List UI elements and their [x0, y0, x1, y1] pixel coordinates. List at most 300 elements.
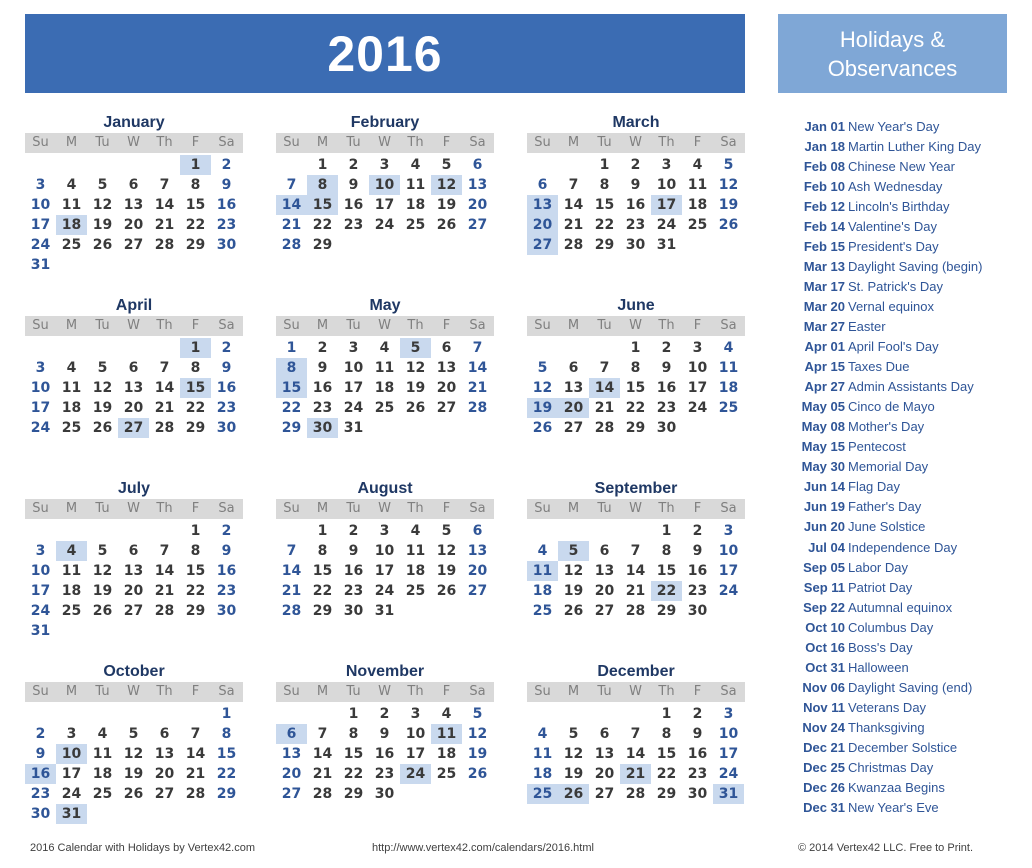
- holiday-date: Apr 15: [804, 359, 845, 375]
- day-of-week-label: W: [127, 684, 140, 699]
- date-cell: 20: [594, 766, 615, 782]
- date-cell: 22: [281, 400, 302, 416]
- date-cell: 1: [661, 523, 672, 539]
- date-cell: 2: [221, 523, 232, 539]
- month-february: [276, 113, 494, 255]
- date-cell: 25: [532, 603, 553, 619]
- date-cell: 1: [599, 157, 610, 173]
- day-of-week-label: M: [65, 135, 78, 150]
- date-cell: 9: [630, 177, 641, 193]
- date-cell: 19: [563, 766, 584, 782]
- day-grid: [527, 704, 745, 804]
- month-name: June: [617, 297, 655, 314]
- day-of-week-label: Th: [156, 135, 173, 150]
- date-cell: 22: [312, 583, 333, 599]
- date-cell: 14: [625, 563, 646, 579]
- holiday-row: [780, 617, 1020, 637]
- day-of-week-label: Tu: [346, 684, 361, 699]
- holiday-row: [780, 737, 1020, 757]
- date-cell: 19: [92, 217, 113, 233]
- day-grid: [25, 521, 243, 641]
- date-cell: 16: [216, 563, 237, 579]
- date-cell: 19: [405, 380, 426, 396]
- holiday-name: Columbus Day: [848, 619, 934, 635]
- holiday-name: New Year's Eve: [848, 800, 939, 816]
- date-cell: 28: [185, 786, 206, 802]
- day-of-week-label: F: [693, 318, 702, 333]
- date-cell: 4: [410, 157, 421, 173]
- date-cell: 5: [723, 157, 734, 173]
- date-cell: 13: [281, 746, 302, 762]
- day-of-week-header: [276, 133, 494, 153]
- day-of-week-label: W: [127, 135, 140, 150]
- holiday-row: [780, 116, 1020, 136]
- day-of-week-label: F: [191, 501, 200, 516]
- date-cell: 24: [30, 237, 51, 253]
- date-cell: 29: [656, 603, 677, 619]
- holiday-date: Apr 01: [804, 339, 845, 355]
- date-cell: 21: [625, 583, 646, 599]
- date-cell: 15: [625, 380, 646, 396]
- holiday-name: Halloween: [848, 659, 909, 675]
- empty-cell: [527, 521, 558, 541]
- date-cell: 25: [61, 237, 82, 253]
- empty-cell: [118, 338, 149, 358]
- month-name: October: [103, 663, 165, 680]
- date-cell: 3: [348, 340, 359, 356]
- holiday-name: Chinese New Year: [848, 158, 955, 174]
- date-cell: 11: [61, 380, 82, 396]
- holiday-date-cell: 17: [651, 195, 682, 215]
- holiday-date-cell: 20: [527, 215, 558, 235]
- empty-cell: [527, 155, 558, 175]
- holiday-date: Oct 16: [805, 639, 845, 655]
- holiday-date-cell: 6: [276, 724, 307, 744]
- holidays-title-line1: Holidays &: [839, 26, 946, 52]
- date-cell: 2: [221, 157, 232, 173]
- day-of-week-header: [276, 682, 494, 702]
- date-cell: 27: [436, 400, 457, 416]
- date-cell: 1: [286, 340, 297, 356]
- date-cell: 8: [599, 177, 610, 193]
- date-cell: 22: [594, 217, 615, 233]
- date-cell: 19: [92, 400, 113, 416]
- date-cell: 24: [343, 400, 364, 416]
- month-name: April: [115, 297, 153, 314]
- day-of-week-label: Su: [32, 318, 49, 333]
- date-cell: 24: [687, 400, 708, 416]
- date-cell: 12: [563, 746, 584, 762]
- day-grid: [527, 521, 745, 621]
- day-of-week-label: M: [567, 318, 580, 333]
- date-cell: 24: [30, 420, 51, 436]
- day-of-week-header: [25, 316, 243, 336]
- day-grid: [25, 155, 243, 275]
- date-cell: 26: [92, 420, 113, 436]
- day-of-week-header: [527, 133, 745, 153]
- holiday-name: Pentecost: [848, 439, 906, 455]
- date-cell: 21: [154, 583, 175, 599]
- day-of-week-label: W: [629, 501, 642, 516]
- holiday-row: [780, 256, 1020, 276]
- date-cell: 6: [128, 177, 139, 193]
- date-cell: 23: [312, 400, 333, 416]
- date-cell: 26: [563, 603, 584, 619]
- holiday-date-cell: 18: [56, 215, 87, 235]
- date-cell: 19: [563, 583, 584, 599]
- date-cell: 3: [410, 706, 421, 722]
- day-of-week-label: Su: [32, 135, 49, 150]
- date-cell: 2: [348, 157, 359, 173]
- day-of-week-label: Tu: [95, 684, 110, 699]
- date-cell: 2: [692, 706, 703, 722]
- date-cell: 25: [61, 603, 82, 619]
- date-cell: 11: [92, 746, 113, 762]
- date-cell: 18: [92, 766, 113, 782]
- holiday-date: Nov 11: [803, 699, 845, 715]
- day-grid: [276, 155, 494, 255]
- date-cell: 27: [467, 583, 488, 599]
- day-of-week-label: Su: [283, 684, 300, 699]
- date-cell: 12: [92, 563, 113, 579]
- month-name: November: [345, 663, 425, 680]
- date-cell: 13: [436, 360, 457, 376]
- day-of-week-label: Tu: [95, 501, 110, 516]
- date-cell: 28: [281, 603, 302, 619]
- date-cell: 6: [128, 360, 139, 376]
- holiday-name: Father's Day: [848, 499, 922, 515]
- day-grid: [527, 338, 745, 438]
- date-cell: 2: [630, 157, 641, 173]
- date-cell: 29: [185, 237, 206, 253]
- date-cell: 17: [405, 746, 426, 762]
- date-cell: 22: [185, 217, 206, 233]
- empty-cell: [149, 338, 180, 358]
- empty-cell: [558, 338, 589, 358]
- holiday-date: Jan 18: [804, 138, 845, 154]
- date-cell: 21: [154, 217, 175, 233]
- day-of-week-header: [276, 499, 494, 519]
- date-cell: 28: [625, 786, 646, 802]
- date-cell: 25: [61, 420, 82, 436]
- date-cell: 23: [374, 766, 395, 782]
- holiday-name: Veterans Day: [848, 699, 927, 715]
- date-cell: 28: [467, 400, 488, 416]
- date-cell: 16: [687, 746, 708, 762]
- date-cell: 26: [92, 237, 113, 253]
- day-of-week-label: Su: [534, 318, 551, 333]
- date-cell: 5: [472, 706, 483, 722]
- date-cell: 23: [625, 217, 646, 233]
- year-title: 2016: [25, 14, 745, 93]
- holiday-date: Mar 27: [803, 318, 845, 334]
- date-cell: 3: [661, 157, 672, 173]
- date-cell: 28: [312, 786, 333, 802]
- day-of-week-label: Th: [658, 318, 675, 333]
- date-cell: 30: [625, 237, 646, 253]
- date-cell: 21: [563, 217, 584, 233]
- day-of-week-label: Tu: [597, 135, 612, 150]
- date-cell: 14: [154, 380, 175, 396]
- date-cell: 3: [35, 360, 46, 376]
- date-cell: 25: [405, 583, 426, 599]
- holiday-row: [780, 437, 1020, 457]
- day-of-week-label: Sa: [218, 684, 235, 699]
- day-of-week-label: F: [693, 135, 702, 150]
- date-cell: 22: [625, 400, 646, 416]
- holiday-name: New Year's Day: [848, 118, 940, 134]
- empty-cell: [589, 704, 620, 724]
- day-of-week-label: M: [567, 684, 580, 699]
- holiday-date: Dec 31: [803, 800, 845, 816]
- holidays-title-line2: Observances: [827, 55, 958, 81]
- month-september: [527, 479, 745, 621]
- date-cell: 11: [61, 197, 82, 213]
- holiday-row: [780, 798, 1020, 818]
- date-cell: 4: [66, 177, 77, 193]
- date-cell: 4: [97, 726, 108, 742]
- date-cell: 31: [343, 420, 364, 436]
- date-cell: 24: [374, 217, 395, 233]
- holiday-name: Taxes Due: [848, 359, 910, 375]
- empty-cell: [149, 704, 180, 724]
- day-of-week-label: Su: [534, 684, 551, 699]
- date-cell: 19: [123, 766, 144, 782]
- holiday-date-cell: 14: [276, 195, 307, 215]
- empty-cell: [149, 155, 180, 175]
- date-cell: 14: [625, 746, 646, 762]
- day-of-week-label: F: [693, 501, 702, 516]
- month-december: [527, 662, 745, 804]
- date-cell: 13: [467, 177, 488, 193]
- date-cell: 11: [532, 746, 553, 762]
- holiday-name: Valentine's Day: [848, 218, 937, 234]
- day-of-week-label: Su: [283, 318, 300, 333]
- date-cell: 1: [630, 340, 641, 356]
- date-cell: 2: [661, 340, 672, 356]
- holiday-date: Feb 12: [803, 198, 845, 214]
- date-cell: 7: [159, 177, 170, 193]
- date-cell: 14: [312, 746, 333, 762]
- date-cell: 2: [692, 523, 703, 539]
- holiday-date: May 30: [801, 459, 845, 475]
- holiday-name: Easter: [848, 318, 886, 334]
- holiday-date: Nov 24: [802, 719, 845, 735]
- holidays-title: [778, 14, 1007, 93]
- date-cell: 20: [123, 400, 144, 416]
- date-cell: 7: [317, 726, 328, 742]
- date-cell: 26: [532, 420, 553, 436]
- day-of-week-label: Sa: [720, 135, 737, 150]
- date-cell: 6: [159, 726, 170, 742]
- day-of-week-label: Sa: [720, 501, 737, 516]
- holiday-row: [780, 597, 1020, 617]
- day-of-week-label: Sa: [218, 501, 235, 516]
- date-cell: 27: [594, 786, 615, 802]
- date-cell: 4: [537, 543, 548, 559]
- holiday-date: Mar 17: [803, 278, 845, 294]
- holiday-name: December Solstice: [848, 739, 958, 755]
- date-cell: 6: [599, 726, 610, 742]
- date-cell: 23: [343, 217, 364, 233]
- holiday-name: President's Day: [848, 238, 939, 254]
- month-name: March: [612, 114, 660, 131]
- date-cell: 10: [374, 543, 395, 559]
- date-cell: 12: [467, 726, 488, 742]
- date-cell: 3: [35, 177, 46, 193]
- holiday-date-cell: 4: [56, 541, 87, 561]
- day-of-week-label: Sa: [218, 318, 235, 333]
- date-cell: 27: [123, 237, 144, 253]
- holiday-row: [780, 417, 1020, 437]
- date-cell: 4: [723, 340, 734, 356]
- day-of-week-label: Th: [658, 135, 675, 150]
- holiday-date: Dec 26: [803, 780, 845, 796]
- date-cell: 8: [190, 177, 201, 193]
- date-cell: 7: [286, 177, 297, 193]
- date-cell: 21: [154, 400, 175, 416]
- holiday-row: [780, 497, 1020, 517]
- holiday-name: Patriot Day: [848, 579, 913, 595]
- date-cell: 29: [281, 420, 302, 436]
- date-cell: 29: [216, 786, 237, 802]
- holiday-row: [780, 276, 1020, 296]
- date-cell: 29: [594, 237, 615, 253]
- date-cell: 1: [190, 523, 201, 539]
- date-cell: 17: [343, 380, 364, 396]
- day-of-week-label: Th: [658, 501, 675, 516]
- date-cell: 11: [687, 177, 708, 193]
- day-of-week-label: W: [629, 684, 642, 699]
- date-cell: 9: [348, 543, 359, 559]
- holiday-name: Admin Assistants Day: [848, 379, 974, 395]
- month-january: [25, 113, 243, 275]
- holiday-name: Ash Wednesday: [848, 178, 943, 194]
- footer-left: 2016 Calendar with Holidays by Vertex42.com: [30, 842, 256, 854]
- day-of-week-label: Th: [407, 501, 424, 516]
- date-cell: 4: [379, 340, 390, 356]
- date-cell: 30: [687, 786, 708, 802]
- date-cell: 21: [312, 766, 333, 782]
- month-july: [25, 479, 243, 641]
- holiday-date-cell: 25: [527, 784, 558, 804]
- date-cell: 7: [568, 177, 579, 193]
- holiday-row: [780, 457, 1020, 477]
- date-cell: 16: [374, 746, 395, 762]
- holiday-date-cell: 1: [180, 338, 211, 358]
- date-cell: 10: [687, 360, 708, 376]
- date-cell: 4: [66, 360, 77, 376]
- date-cell: 27: [594, 603, 615, 619]
- holiday-name: Independence Day: [848, 539, 958, 555]
- date-cell: 25: [436, 766, 457, 782]
- date-cell: 28: [563, 237, 584, 253]
- date-cell: 16: [687, 563, 708, 579]
- day-grid: [25, 338, 243, 438]
- date-cell: 8: [317, 543, 328, 559]
- date-cell: 5: [441, 157, 452, 173]
- date-cell: 14: [467, 360, 488, 376]
- date-cell: 24: [718, 583, 739, 599]
- holiday-name: Cinco de Mayo: [848, 399, 935, 415]
- holiday-date-cell: 11: [431, 724, 462, 744]
- date-cell: 26: [436, 217, 457, 233]
- empty-cell: [25, 521, 56, 541]
- date-cell: 12: [123, 746, 144, 762]
- day-grid: [276, 704, 494, 804]
- holiday-date: Mar 13: [803, 258, 845, 274]
- date-cell: 12: [92, 197, 113, 213]
- holiday-date: Dec 21: [803, 739, 845, 755]
- holiday-date-cell: 5: [558, 541, 589, 561]
- holiday-date-cell: 8: [307, 175, 338, 195]
- holiday-date-cell: 5: [400, 338, 431, 358]
- date-cell: 14: [185, 746, 206, 762]
- holiday-name: Daylight Saving (begin): [848, 258, 983, 274]
- holiday-date-cell: 20: [558, 398, 589, 418]
- empty-cell: [87, 155, 118, 175]
- date-cell: 25: [718, 400, 739, 416]
- day-of-week-label: Th: [407, 684, 424, 699]
- date-cell: 16: [216, 197, 237, 213]
- date-cell: 28: [154, 603, 175, 619]
- date-cell: 9: [221, 543, 232, 559]
- holiday-name: Thanksgiving: [848, 719, 925, 735]
- holiday-row: [780, 717, 1020, 737]
- date-cell: 3: [379, 523, 390, 539]
- day-of-week-label: Su: [534, 135, 551, 150]
- holiday-date: Sep 11: [803, 579, 845, 595]
- date-cell: 9: [692, 543, 703, 559]
- holiday-row: [780, 778, 1020, 798]
- day-of-week-label: Sa: [720, 684, 737, 699]
- empty-cell: [527, 338, 558, 358]
- date-cell: 10: [656, 177, 677, 193]
- date-cell: 25: [687, 217, 708, 233]
- holiday-name: Mother's Day: [848, 419, 925, 435]
- date-cell: 1: [221, 706, 232, 722]
- date-cell: 12: [563, 563, 584, 579]
- holiday-date-cell: 19: [527, 398, 558, 418]
- empty-cell: [620, 521, 651, 541]
- day-of-week-label: F: [442, 684, 451, 699]
- date-cell: 24: [374, 583, 395, 599]
- date-cell: 12: [532, 380, 553, 396]
- day-of-week-label: F: [442, 501, 451, 516]
- date-cell: 19: [718, 197, 739, 213]
- empty-cell: [118, 521, 149, 541]
- date-cell: 6: [568, 360, 579, 376]
- date-cell: 2: [317, 340, 328, 356]
- date-cell: 18: [436, 746, 457, 762]
- holiday-date: Dec 25: [803, 760, 845, 776]
- date-cell: 24: [61, 786, 82, 802]
- date-cell: 10: [30, 563, 51, 579]
- date-cell: 29: [185, 420, 206, 436]
- date-cell: 31: [374, 603, 395, 619]
- day-of-week-label: Sa: [469, 135, 486, 150]
- footer-right: © 2014 Vertex42 LLC. Free to Print.: [798, 842, 974, 854]
- month-name: January: [103, 114, 165, 131]
- month-october: [25, 662, 243, 824]
- date-cell: 18: [374, 380, 395, 396]
- day-of-week-label: Su: [283, 501, 300, 516]
- date-cell: 20: [281, 766, 302, 782]
- date-cell: 5: [568, 726, 579, 742]
- day-of-week-label: Th: [156, 318, 173, 333]
- date-cell: 21: [185, 766, 206, 782]
- day-of-week-label: W: [127, 501, 140, 516]
